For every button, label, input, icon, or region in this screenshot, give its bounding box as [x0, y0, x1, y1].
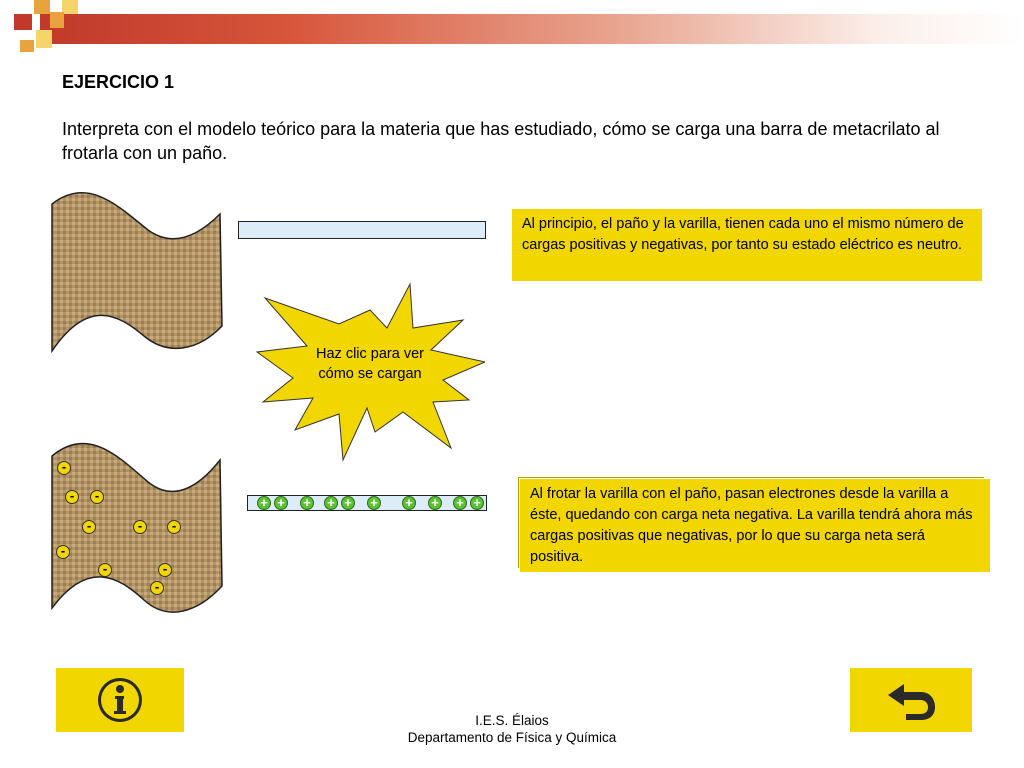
burst-label-line1: Haz clic para ver	[316, 346, 424, 362]
exercise-title: EJERCICIO 1	[62, 72, 175, 92]
footer-department: Departamento de Física y Química	[407, 730, 617, 745]
positive-charge: +	[274, 496, 288, 510]
footer-school: I.E.S. Élaios	[475, 713, 549, 728]
positive-charge: +	[341, 496, 355, 510]
info-icon	[96, 676, 144, 724]
negative-charge: -	[167, 520, 181, 534]
note-after-rubbing: Al frotar la varilla con el paño, pasan electrones desde la varilla a éste, quedando con carga neta negativa. La varilla tendrá ahora más cargas positivas que negativas, por lo que su carga neta será positiva.	[520, 479, 990, 572]
negative-charge: -	[82, 520, 96, 534]
negative-charge: -	[98, 563, 112, 577]
cloth-neutral-image	[48, 186, 224, 354]
positive-charge: +	[402, 496, 416, 510]
negative-charge: -	[133, 520, 147, 534]
return-button[interactable]	[850, 668, 972, 732]
positive-charge: +	[470, 496, 484, 510]
positive-charge: +	[324, 496, 338, 510]
exercise-intro: Interpreta con el modelo teórico para la materia que has estudiado, cómo se carga una barra de metacrilato al frotarla con un paño.	[62, 119, 940, 163]
negative-charge: -	[56, 545, 70, 559]
reveal-charges-button[interactable]	[255, 280, 485, 462]
negative-charge: -	[90, 490, 104, 504]
positive-charge: +	[367, 496, 381, 510]
negative-charge: -	[150, 581, 164, 595]
positive-charge: +	[428, 496, 442, 510]
negative-charge: -	[158, 563, 172, 577]
info-button[interactable]	[56, 668, 184, 732]
footer	[362, 712, 662, 746]
rod-neutral	[238, 221, 486, 239]
return-arrow-icon	[884, 678, 938, 722]
negative-charge: -	[65, 490, 79, 504]
header-gradient-bar	[40, 14, 1024, 44]
positive-charge: +	[300, 496, 314, 510]
positive-charge: +	[257, 496, 271, 510]
burst-label[interactable]	[295, 344, 445, 384]
negative-charge: -	[57, 461, 71, 475]
burst-label-line2: cómo se cargan	[318, 366, 422, 382]
note-initial-state: Al principio, el paño y la varilla, tienen cada uno el mismo número de cargas positivas y negativas, por tanto su estado eléctrico es neutro.	[512, 209, 982, 281]
positive-charge: +	[453, 496, 467, 510]
